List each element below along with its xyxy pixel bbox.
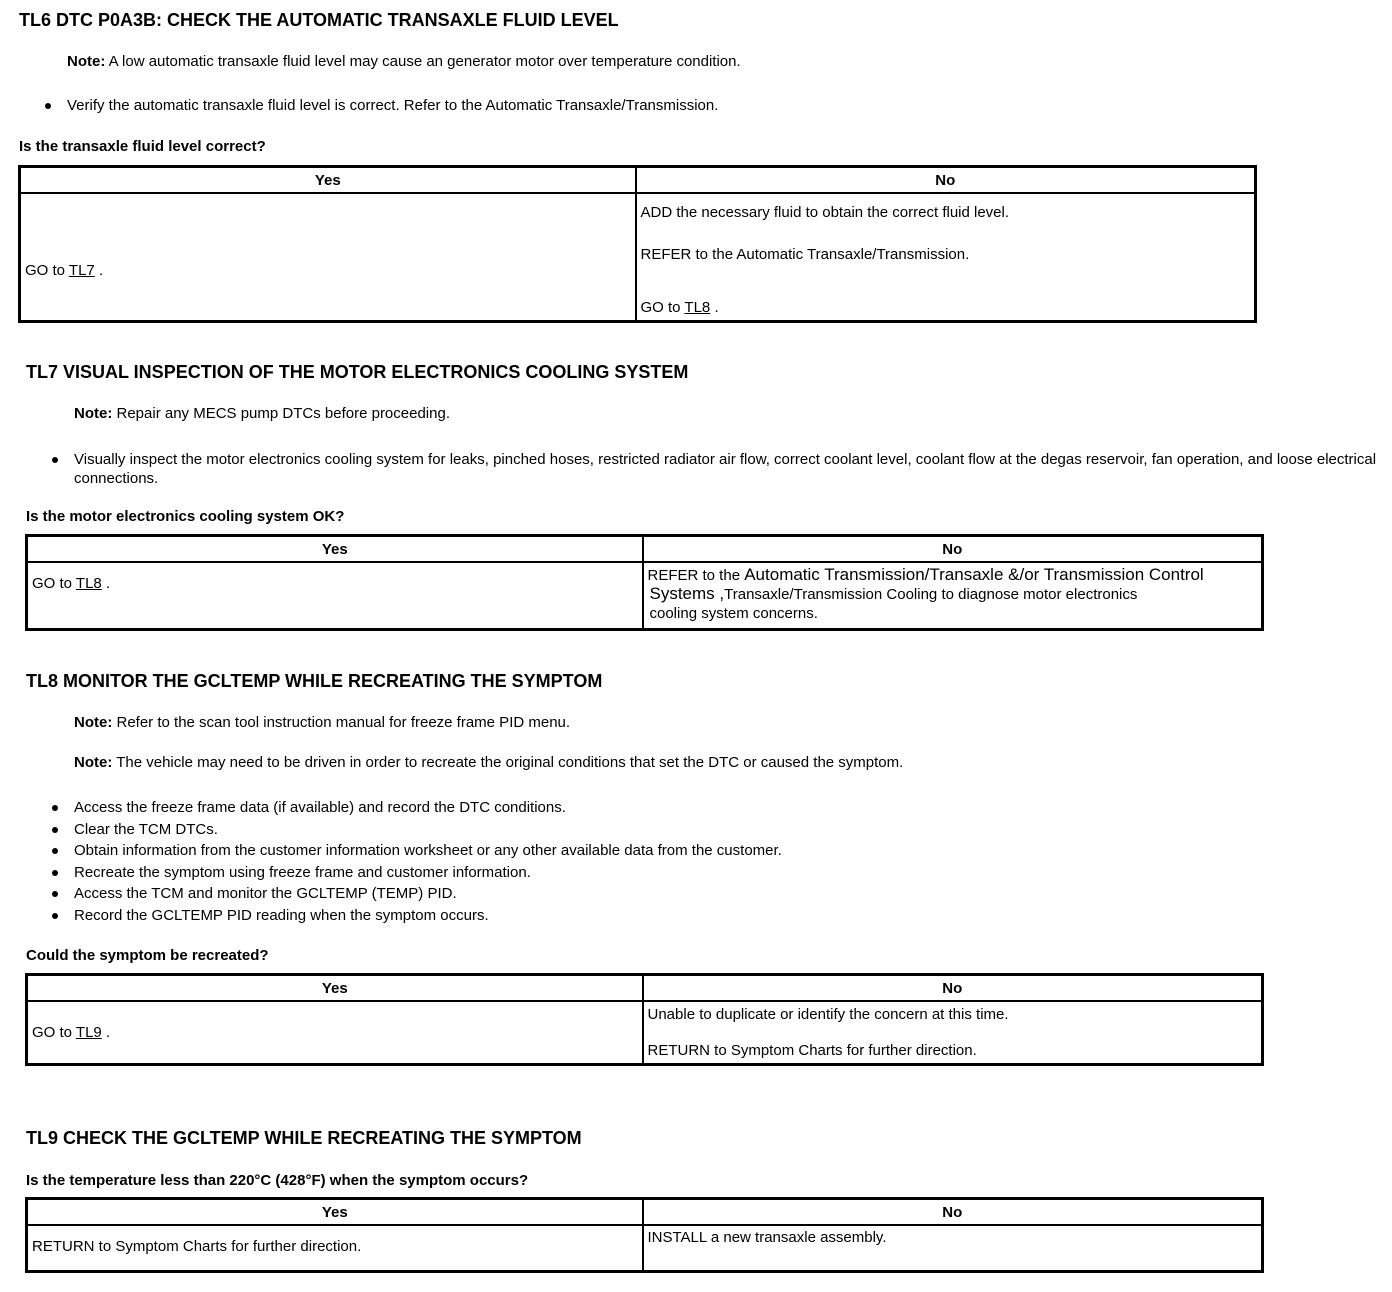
refer-text: REFER to the [640, 246, 734, 263]
list-item: Access the freeze frame data (if available) and record the DTC conditions. [48, 797, 1348, 819]
tl8-question: Could the symptom be recreated? [26, 947, 269, 964]
no-line-1: Unable to duplicate or identify the concern at this time. [647, 1006, 1009, 1023]
link-tl9[interactable]: TL9 [75, 1024, 102, 1041]
no-line-1: ADD the necessary fluid to obtain the correct fluid level. [640, 204, 1010, 221]
refer-text: REFER to the [647, 567, 741, 584]
link-tl8[interactable]: TL8 [75, 575, 102, 592]
tl6-decision-table [18, 165, 1257, 323]
no-action [641, 299, 719, 316]
note-text: The vehicle may need to be driven in order to recreate the original conditions that set the DTC or caused the symptom. [116, 754, 904, 771]
no-header: No [643, 1199, 1263, 1226]
note-label: Note: [74, 405, 113, 422]
tl8-note-1 [74, 714, 570, 731]
link-tl7[interactable]: TL7 [68, 262, 95, 279]
yes-cell [27, 1001, 643, 1064]
go-to-text: GO to [32, 1024, 73, 1041]
tl6-bullet-list [41, 96, 1341, 115]
tl7-bullet-list [48, 450, 1378, 488]
note-label: Note: [74, 754, 113, 771]
tl6-heading: TL6 DTC P0A3B: CHECK THE AUTOMATIC TRANSAXLE FLUID LEVEL [19, 10, 619, 30]
tl7-question: Is the motor electronics cooling system OK? [26, 508, 345, 525]
tl9-heading: TL9 CHECK THE GCLTEMP WHILE RECREATING THE SYMPTOM [26, 1128, 582, 1148]
yes-header: Yes [27, 975, 643, 1002]
note-text: A low automatic transaxle fluid level may cause an generator motor over temperature condition. [108, 53, 741, 70]
no-header: No [636, 167, 1256, 194]
tl6-question: Is the transaxle fluid level correct? [19, 138, 266, 155]
list-item: Recreate the symptom using freeze frame and customer information. [48, 862, 1348, 884]
reference-text: Systems , [649, 584, 725, 603]
no-cell [643, 562, 1263, 629]
tl8-note-2 [74, 754, 903, 771]
tl9-decision-table [25, 1197, 1264, 1273]
yes-header: Yes [27, 536, 643, 563]
instruction-text: to diagnose motor electronics [941, 586, 1138, 603]
tl7-decision-table [25, 534, 1264, 631]
yes-header: Yes [27, 1199, 643, 1226]
list-item: Obtain information from the customer information worksheet or any other available data from the customer. [48, 840, 1348, 862]
reference-text: Automatic Transmission/Transaxle &/or Transmission Control [744, 565, 1204, 584]
tl6-note [67, 53, 741, 70]
no-cell [643, 1225, 1263, 1271]
no-header: No [643, 536, 1263, 563]
no-line-2 [641, 246, 970, 263]
tl8-decision-table [25, 973, 1264, 1066]
no-cell [636, 193, 1256, 321]
period: . [714, 299, 719, 316]
go-to-text: GO to [25, 262, 66, 279]
period: . [105, 1024, 111, 1041]
tl8-bullet-list [48, 797, 1348, 927]
link-tl8[interactable]: TL8 [684, 299, 711, 316]
note-label: Note: [74, 714, 113, 731]
no-header: No [643, 975, 1263, 1002]
yes-action [25, 262, 103, 279]
no-cell [643, 1001, 1263, 1064]
no-line-1 [648, 565, 1204, 585]
go-to-text: GO to [640, 299, 681, 316]
yes-cell [27, 1225, 643, 1271]
no-line-3: cooling system concerns. [649, 605, 818, 622]
reference-text: Automatic Transaxle/Transmission. [736, 246, 970, 263]
yes-cell [20, 193, 636, 321]
yes-action [32, 575, 110, 592]
note-text: Repair any MECS pump DTCs before proceeding. [116, 405, 450, 422]
tl8-heading: TL8 MONITOR THE GCLTEMP WHILE RECREATING THE SYMPTOM [26, 671, 603, 691]
list-item: Verify the automatic transaxle fluid level is correct. Refer to the Automatic Transaxle/Transmission. [41, 96, 1341, 115]
yes-action: RETURN to Symptom Charts for further direction. [32, 1238, 362, 1255]
list-item: Visually inspect the motor electronics cooling system for leaks, pinched hoses, restricted radiator air flow, correct coolant level, coolant flow at the degas reservoir, fan operation, and loose electrical connections. [48, 450, 1378, 488]
tl9-question: Is the temperature less than 220°C (428°F) when the symptom occurs? [26, 1172, 529, 1189]
list-item: Access the TCM and monitor the GCLTEMP (TEMP) PID. [48, 883, 1348, 905]
period: . [98, 262, 104, 279]
yes-cell [27, 562, 643, 629]
tl7-note [74, 405, 450, 422]
reference-text: Transaxle/Transmission Cooling [724, 586, 938, 603]
no-line-2: RETURN to Symptom Charts for further direction. [647, 1042, 977, 1059]
no-line-2 [650, 584, 1138, 604]
no-action: INSTALL a new transaxle assembly. [647, 1229, 887, 1246]
note-text: Refer to the scan tool instruction manual for freeze frame PID menu. [116, 714, 571, 731]
yes-header: Yes [20, 167, 636, 194]
list-item: Record the GCLTEMP PID reading when the symptom occurs. [48, 905, 1348, 927]
go-to-text: GO to [32, 575, 73, 592]
tl7-heading: TL7 VISUAL INSPECTION OF THE MOTOR ELECTRONICS COOLING SYSTEM [26, 362, 689, 382]
note-label: Note: [67, 53, 106, 70]
yes-action [32, 1024, 110, 1041]
period: . [105, 575, 111, 592]
list-item: Clear the TCM DTCs. [48, 819, 1348, 841]
